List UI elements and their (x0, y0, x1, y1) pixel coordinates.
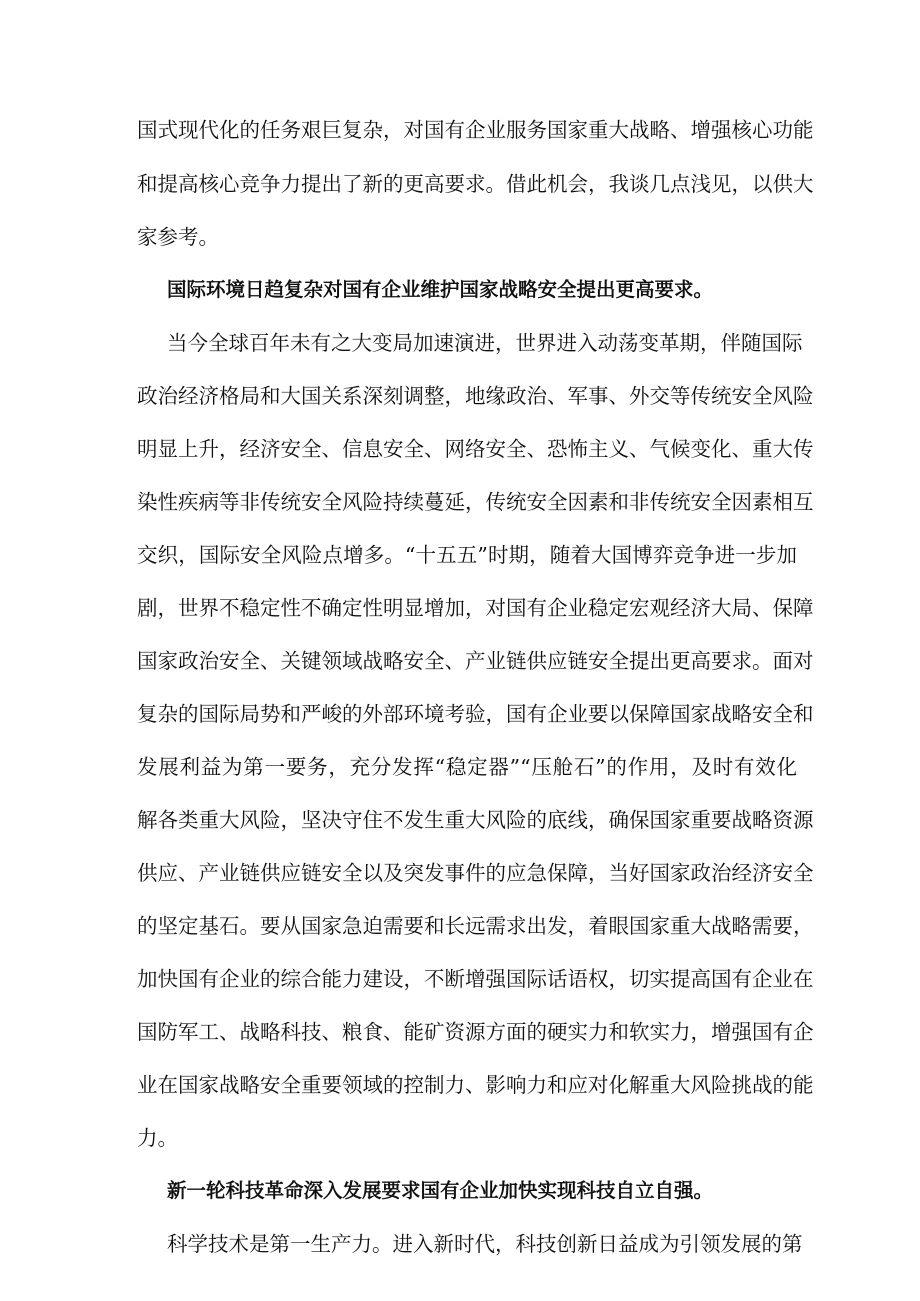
section-heading-1: 国际环境日趋复杂对国有企业维护国家战略安全提出更高要求。 (167, 278, 714, 301)
section-1-line-1: 当今全球百年未有之大变局加速演进，世界进入动荡变革期，伴随国际 (167, 331, 803, 355)
section-1-line-10: 解各类重大风险，坚决守住不发生重大风险的底线，确保国家重要战略资源 (137, 808, 814, 832)
section-2-line-1: 科学技术是第一生产力。进入新时代，科技创新日益成为引领发展的第 (167, 1232, 803, 1256)
section-1-line-3: 明显上升，经济安全、信息安全、网络安全、恐怖主义、气候变化、重大传 (137, 437, 814, 461)
section-1-line-6: 剧，世界不稳定性不确定性明显增加，对国有企业稳定宏观经济大局、保障 (137, 596, 814, 620)
section-1-line-4: 染性疾病等非传统安全风险持续蔓延，传统安全因素和非传统安全因素相互 (137, 490, 814, 514)
intro-line-3: 家参考。 (137, 225, 219, 249)
section-heading-2: 新一轮科技革命深入发展要求国有企业加快实现科技自立自强。 (167, 1179, 714, 1202)
section-1-line-9: 发展利益为第一要务，充分发挥“稳定器”“压舱石”的作用，及时有效化 (137, 755, 797, 779)
section-1-line-16: 力。 (137, 1126, 178, 1150)
section-1-line-11: 供应、产业链供应链安全以及突发事件的应急保障，当好国家政治经济安全 (137, 861, 814, 885)
section-1-line-7: 国家政治安全、关键领域战略安全、产业链供应链安全提出更高要求。面对 (137, 649, 814, 673)
section-1-line-2: 政治经济格局和大国关系深刻调整，地缘政治、军事、外交等传统安全风险 (137, 384, 814, 408)
section-1-line-15: 业在国家战略安全重要领域的控制力、影响力和应对化解重大风险挑战的能 (137, 1073, 814, 1097)
section-1-line-13: 加快国有企业的综合能力建设，不断增强国际话语权，切实提高国有企业在 (137, 967, 814, 991)
intro-line-1: 国式现代化的任务艰巨复杂，对国有企业服务国家重大战略、增强核心功能 (137, 118, 814, 142)
section-1-line-8: 复杂的国际局势和严峻的外部环境考验，国有企业要以保障国家战略安全和 (137, 702, 814, 726)
section-1-line-12: 的坚定基石。要从国家急迫需要和长远需求出发，着眼国家重大战略需要， (137, 914, 814, 938)
section-1-line-5: 交织，国际安全风险点增多。“十五五”时期，随着大国博弈竞争进一步加 (137, 543, 797, 567)
intro-line-2: 和提高核心竞争力提出了新的更高要求。借此机会，我谈几点浅见，以供大 (137, 172, 814, 196)
section-1-line-14: 国防军工、战略科技、粮食、能矿资源方面的硬实力和软实力，增强国有企 (137, 1020, 814, 1044)
